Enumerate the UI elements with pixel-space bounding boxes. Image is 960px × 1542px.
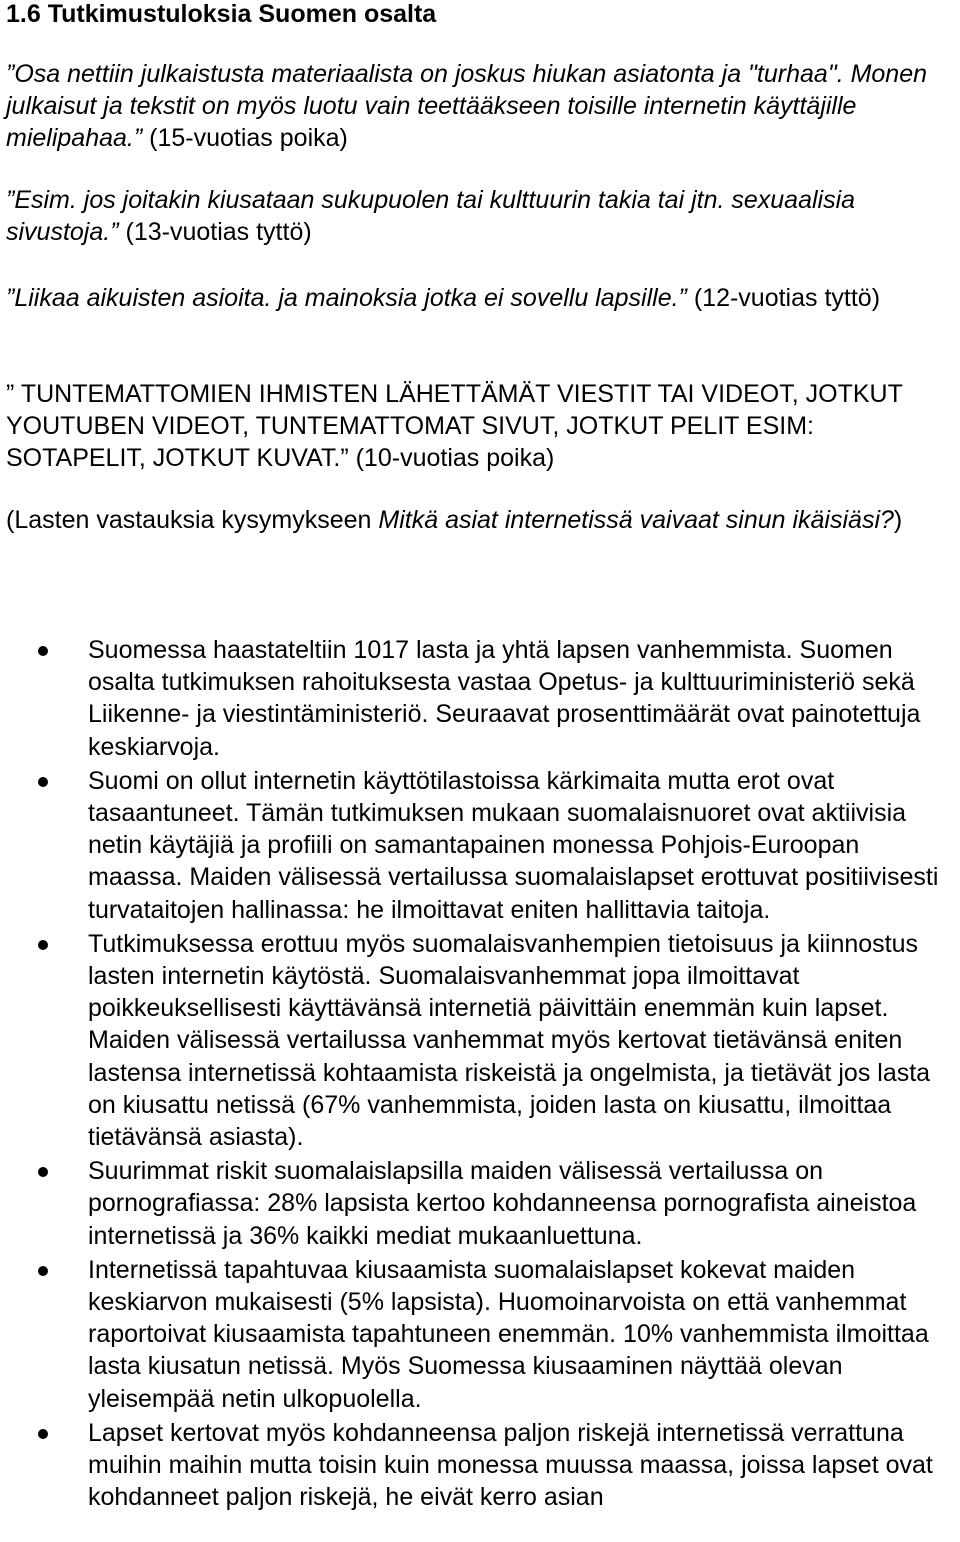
quote-attribution: (15-vuotias poika) bbox=[149, 124, 348, 152]
caption-suffix: ) bbox=[893, 506, 903, 534]
list-item bbox=[0, 765, 960, 926]
findings-list bbox=[0, 634, 960, 1515]
quotes-caption bbox=[6, 504, 946, 536]
child-quote bbox=[6, 58, 946, 154]
quote-text: ”Osa nettiin julkaistusta materiaalista on joskus hiukan asiatonta ja "turhaa". Monen julkaisut ja tekstit on myös luotu vain teettääkseen toisille internetin käyttäjille mielipahaa.” bbox=[6, 60, 928, 152]
section-heading: 1.6 Tutkimustuloksia Suomen osalta bbox=[6, 0, 437, 28]
caption-prefix: (Lasten vastauksia kysymykseen bbox=[6, 506, 379, 534]
list-item bbox=[0, 634, 960, 763]
child-quote bbox=[6, 184, 946, 248]
child-quote bbox=[6, 378, 954, 474]
bullet-icon bbox=[38, 1429, 48, 1439]
child-quote bbox=[6, 282, 946, 314]
quote-text: ” TUNTEMATTOMIEN IHMISTEN LÄHETTÄMÄT VIESTIT TAI VIDEOT, JOTKUT YOUTUBEN VIDEOT, TUNTEMATTOMAT SIVUT, JOTKUT PELIT ESIM: SOTAPELIT, JOTKUT KUVAT.” bbox=[6, 380, 903, 472]
quote-text: ”Liikaa aikuisten asioita. ja mainoksia jotka ei sovellu lapsille.” bbox=[6, 284, 687, 312]
list-item-text: Suurimmat riskit suomalaislapsilla maiden välisessä vertailussa on pornografiassa: 28% lapsista kertoo kohdanneensa pornografista aineistoa internetissä ja 36% kaikki mediat mukaanluettuna. bbox=[88, 1157, 917, 1250]
bullet-icon bbox=[38, 940, 48, 950]
quote-attribution: (10-vuotias poika) bbox=[355, 444, 555, 472]
list-item-text: Internetissä tapahtuvaa kiusaamista suomalaislapset kokevat maiden keskiarvon mukaisesti (5% lapsista). Huomoinarvoista on että vanhemmat raportoivat kiusaamista tapahtuneen enemmän. 10% vanhemmista ilmoittaa lasta kiusatun netissä. Myös Suomessa kiusaaminen näyttää olevan yleisempää netin ulkopuolella. bbox=[88, 1255, 929, 1413]
bullet-icon bbox=[38, 646, 48, 656]
bullet-icon bbox=[38, 1167, 48, 1177]
list-item bbox=[0, 928, 960, 1153]
list-item-text: Suomi on ollut internetin käyttötilastoissa kärkimaita mutta erot ovat tasaantuneet. Tämän tutkimuksen mukaan suomalaisnuoret ovat aktiivisia netin käytäjiä ja profiili on samantapainen monessa Pohjois-Euroopan maassa. Maiden välisessä vertailussa suomalaislapset erottuvat positiivisesti turvataitojen hallinassa: he ilmoittavat eniten hallittavia taitoja. bbox=[88, 766, 939, 924]
caption-question: Mitkä asiat internetissä vaivaat sinun ikäisiäsi? bbox=[378, 506, 894, 534]
quote-text: ”Esim. jos joitakin kiusataan sukupuolen tai kulttuurin takia tai jtn. sexuaalisia sivustoja.” bbox=[6, 186, 856, 246]
quote-attribution: (13-vuotias tyttö) bbox=[125, 218, 312, 246]
bullet-icon bbox=[38, 1266, 48, 1276]
list-item bbox=[0, 1155, 960, 1252]
list-item bbox=[0, 1417, 960, 1514]
bullet-icon bbox=[38, 777, 48, 787]
list-item-text: Lapset kertovat myös kohdanneensa paljon riskejä internetissä verrattuna muihin maihin mutta toisin kuin monessa muussa maassa, joissa lapset ovat kohdanneet paljon riskejä, he eivät kerro asian bbox=[88, 1418, 933, 1512]
quote-attribution: (12-vuotias tyttö) bbox=[693, 284, 881, 312]
list-item-text: Suomessa haastateltiin 1017 lasta ja yhtä lapsen vanhemmista. Suomen osalta tutkimuksen rahoituksesta vastaa Opetus- ja kulttuuriministeriö sekä Liikenne- ja viestintäministeriö. Seuraavat prosenttimäärät ovat painotettuja keskiarvoja. bbox=[88, 636, 921, 761]
list-item bbox=[0, 1254, 960, 1415]
list-item-text: Tutkimuksessa erottuu myös suomalaisvanhempien tietoisuus ja kiinnostus lasten internetin käytöstä. Suomalaisvanhemmat jopa ilmoittavat poikkeuksellisesti käyttävänsä internetiä päivittäin enemmän kuin lapset. Maiden välisessä vertailussa vanhemmat myös kertovat tietävänsä eniten lastensa internetissä kohtaamista riskeistä ja ongelmista, ja tietävät jos lasta on kiusattu netissä (67% vanhemmista, joiden lasta on kiusattu, ilmoittaa tietävänsä asiasta). bbox=[88, 929, 931, 1152]
